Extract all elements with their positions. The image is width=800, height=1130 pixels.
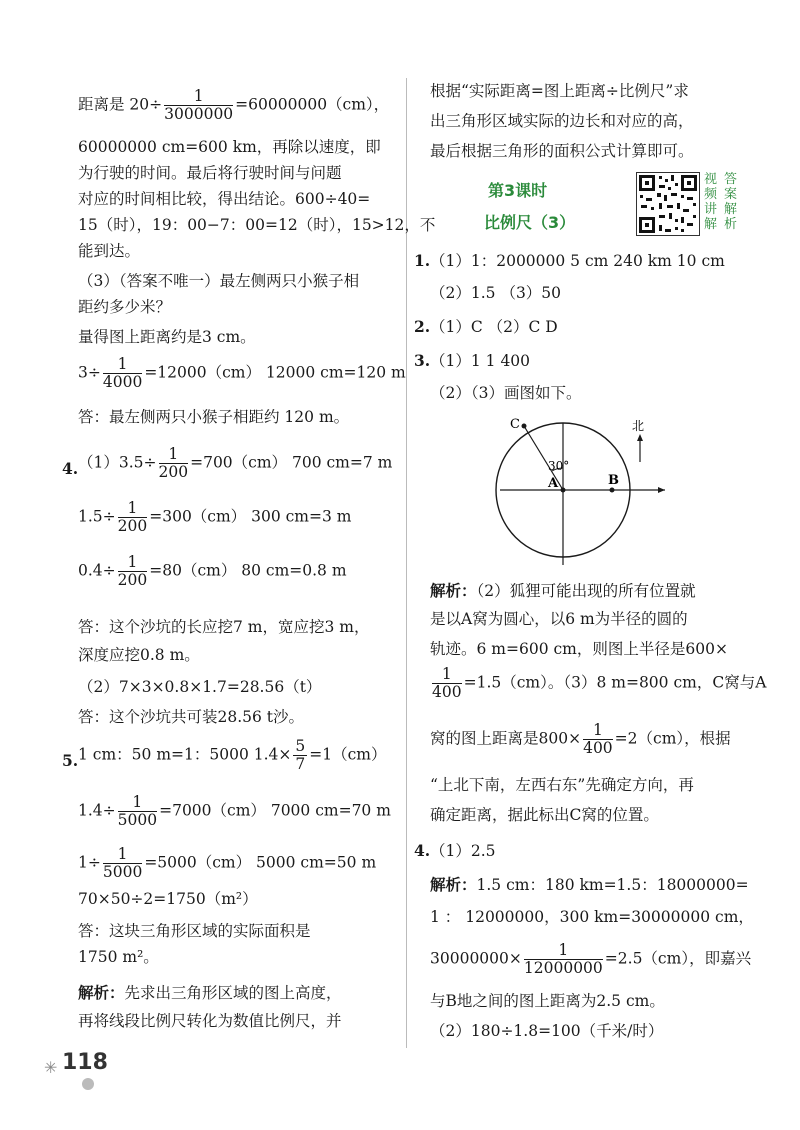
text: 0.4÷: [78, 561, 116, 580]
text-line: [78, 982, 342, 1004]
qr-char: 答: [724, 172, 738, 187]
fraction: [293, 738, 307, 773]
qr-char: 案: [724, 187, 738, 202]
numerator: 1: [432, 666, 462, 684]
text-line: 轨迹。6 m=600 cm，则图上半径是600×: [430, 640, 728, 658]
text-line: （2）（3）画图如下。: [430, 384, 582, 402]
denominator: 4000: [102, 373, 143, 391]
denominator: 12000000: [523, 959, 603, 977]
text-line: （1）2.5: [430, 842, 496, 860]
page-number: 118: [62, 1050, 108, 1075]
text-line: [78, 554, 347, 589]
circle-diagram: [490, 410, 680, 570]
text: 1÷: [78, 853, 101, 872]
text-line: “上北下南，左西右东”先确定方向，再: [430, 776, 694, 794]
denominator: 3000000: [164, 105, 234, 123]
text: =2.5（cm），即嘉兴: [604, 949, 752, 968]
north-label: 北: [632, 419, 645, 433]
denominator: 5000: [102, 863, 143, 881]
fraction: [103, 846, 142, 881]
numerator: 1: [103, 846, 142, 864]
text-line: 能到达。: [78, 242, 141, 260]
text-line: [78, 446, 392, 481]
text: =2（cm），根据: [614, 729, 731, 748]
text: （1）3.5÷: [78, 453, 157, 472]
text: 3÷: [78, 363, 101, 382]
question-number: 3.: [414, 351, 431, 370]
text-line: （1）1：2000000 5 cm 240 km 10 cm: [430, 252, 725, 270]
text-line: 对应的时间相比较，得出结论。600÷40=: [78, 190, 371, 208]
text-line: （1）1 1 400: [430, 352, 531, 370]
denominator: 400: [432, 683, 462, 701]
numerator: 1: [164, 88, 233, 106]
text-line: （2）1.5 （3）50: [430, 284, 562, 302]
question-number: 4.: [414, 841, 431, 860]
qr-char: 视: [704, 172, 718, 187]
text-line: [78, 356, 406, 391]
lesson-subheading: 比例尺（3）: [484, 213, 576, 232]
numerator: 1: [159, 446, 189, 464]
text-line: [78, 794, 391, 829]
text-line: （2）180÷1.8=100（千米/时）: [430, 1022, 664, 1040]
qr-char: 频: [704, 187, 718, 202]
text: （2）狐狸可能出现的所有位置就: [476, 582, 696, 600]
point-c: [522, 424, 527, 429]
numerator: 1: [524, 942, 603, 960]
denominator: 7: [295, 755, 306, 773]
question-number: 1.: [414, 251, 431, 270]
text-line: （1）C （2）C D: [430, 318, 558, 336]
text-line: 70×50÷2=1750（m²）: [78, 890, 258, 908]
analysis-label: 解析：: [78, 983, 125, 1002]
text: 1.5 cm：180 km=1.5：18000000=: [476, 876, 749, 894]
numerator: 1: [118, 500, 148, 518]
qr-code-icon[interactable]: [636, 172, 700, 236]
text: 窝的图上距离是800×: [430, 729, 582, 748]
text-line: 与B地之间的图上距离为2.5 cm。: [430, 992, 665, 1010]
question-number: 5.: [62, 751, 79, 770]
text: =1.5（cm）。（3）8 m=800 cm，C窝与A: [463, 673, 767, 692]
text-line: 60000000 cm=600 km，再除以速度，即: [78, 138, 381, 156]
star-icon: ✳: [44, 1058, 58, 1077]
numerator: 1: [103, 356, 142, 374]
text-line: [430, 580, 696, 602]
text-line: 是以A窝为圆心，以6 m为半径的圆的: [430, 610, 688, 628]
text: 先求出三角形区域的图上高度，: [124, 984, 342, 1002]
numerator: 1: [583, 722, 613, 740]
text-line: 出三角形区域实际的边长和对应的高，: [430, 112, 694, 130]
text: =80（cm） 80 cm=0.8 m: [149, 561, 347, 580]
question-number: 2.: [414, 317, 431, 336]
label-a: A: [548, 476, 559, 491]
fraction: [164, 88, 233, 123]
text-line: 深度应挖0.8 m。: [78, 646, 200, 664]
denominator: 200: [158, 463, 189, 481]
text-line: 1750 m²。: [78, 948, 159, 966]
text: 距离是 20÷: [78, 95, 163, 114]
text-line: 最后根据三角形的面积公式计算即可。: [430, 142, 694, 160]
text-line: [430, 666, 766, 701]
angle-label: 30°: [548, 459, 570, 473]
text-line: [78, 88, 389, 123]
text: =60000000（cm），: [235, 95, 390, 114]
text: =5000（cm） 5000 cm=50 m: [144, 853, 377, 872]
text-line: [78, 846, 376, 881]
qr-char: 解: [724, 202, 738, 217]
text: 1 cm：50 m=1：5000 1.4×: [78, 745, 292, 764]
fraction: [118, 794, 157, 829]
page-dot: [82, 1078, 94, 1090]
axis-arrow-icon: [658, 487, 665, 493]
denominator: 5000: [117, 811, 158, 829]
text-line: 答：这个沙坑的长应挖7 m，宽应挖3 m，: [78, 618, 370, 636]
qr-side-label: [704, 172, 744, 232]
text-line: 量得图上距离约是3 cm。: [78, 328, 256, 346]
numerator: 1: [118, 554, 148, 572]
text: =1（cm）: [309, 745, 387, 764]
denominator: 200: [117, 571, 148, 589]
point-b: [610, 488, 615, 493]
qr-char: 解: [704, 217, 718, 232]
text-line: 根据“实际距离=图上距离÷比例尺”求: [430, 82, 689, 100]
denominator: 400: [583, 739, 613, 757]
text-line: 为行驶的时间。最后将行驶时间与问题: [78, 164, 342, 182]
text-line: 答：最左侧两只小猴子相距约 120 m。: [78, 408, 350, 426]
label-b: B: [608, 473, 619, 488]
numerator: 1: [118, 794, 157, 812]
fraction: [159, 446, 189, 481]
text: 1.4÷: [78, 801, 116, 820]
text: =12000（cm） 12000 cm=120 m: [144, 363, 406, 382]
text-line: [78, 738, 386, 773]
text-line: （3）（答案不唯一）最左侧两只小猴子相: [78, 272, 360, 290]
north-arrow-icon: [637, 434, 643, 441]
text-line: （2）7×3×0.8×1.7=28.56（t）: [78, 678, 322, 696]
denominator: 200: [117, 517, 148, 535]
question-number: 4.: [62, 459, 79, 478]
numerator: 5: [295, 737, 306, 755]
fraction: [118, 500, 148, 535]
text-line: [430, 942, 751, 977]
analysis-label: 解析：: [430, 581, 477, 600]
lesson-heading: 第3课时: [488, 181, 548, 200]
fraction: [432, 666, 462, 701]
fraction: [103, 356, 142, 391]
fraction: [583, 722, 613, 757]
text-line: 答：这块三角形区域的实际面积是: [78, 922, 311, 940]
qr-char: 析: [724, 217, 738, 232]
text: =300（cm） 300 cm=3 m: [149, 507, 352, 526]
text-line: 再将线段比例尺转化为数值比例尺，并: [78, 1012, 342, 1030]
text: 30000000×: [430, 949, 522, 968]
fraction: [118, 554, 148, 589]
text-line: [430, 722, 731, 757]
label-c: C: [510, 417, 520, 432]
analysis-label: 解析：: [430, 875, 477, 894]
fraction: [524, 942, 603, 977]
qr-char: 讲: [704, 202, 718, 217]
text: 1.5÷: [78, 507, 116, 526]
text-line: 答：这个沙坑共可装28.56 t沙。: [78, 708, 305, 726]
text-line: [78, 500, 351, 535]
text-line: [430, 874, 749, 896]
text: =7000（cm） 7000 cm=70 m: [159, 801, 391, 820]
text-line: 15（时），19：00−7：00=12（时），15>12，不: [78, 216, 436, 234]
text-line: 1 ： 12000000，300 km=30000000 cm，: [430, 908, 754, 926]
text: =700（cm） 700 cm=7 m: [190, 453, 393, 472]
text-line: 距约多少米？: [78, 298, 172, 316]
text-line: 确定距离，据此标出C窝的位置。: [430, 806, 659, 824]
point-a: [561, 488, 566, 493]
